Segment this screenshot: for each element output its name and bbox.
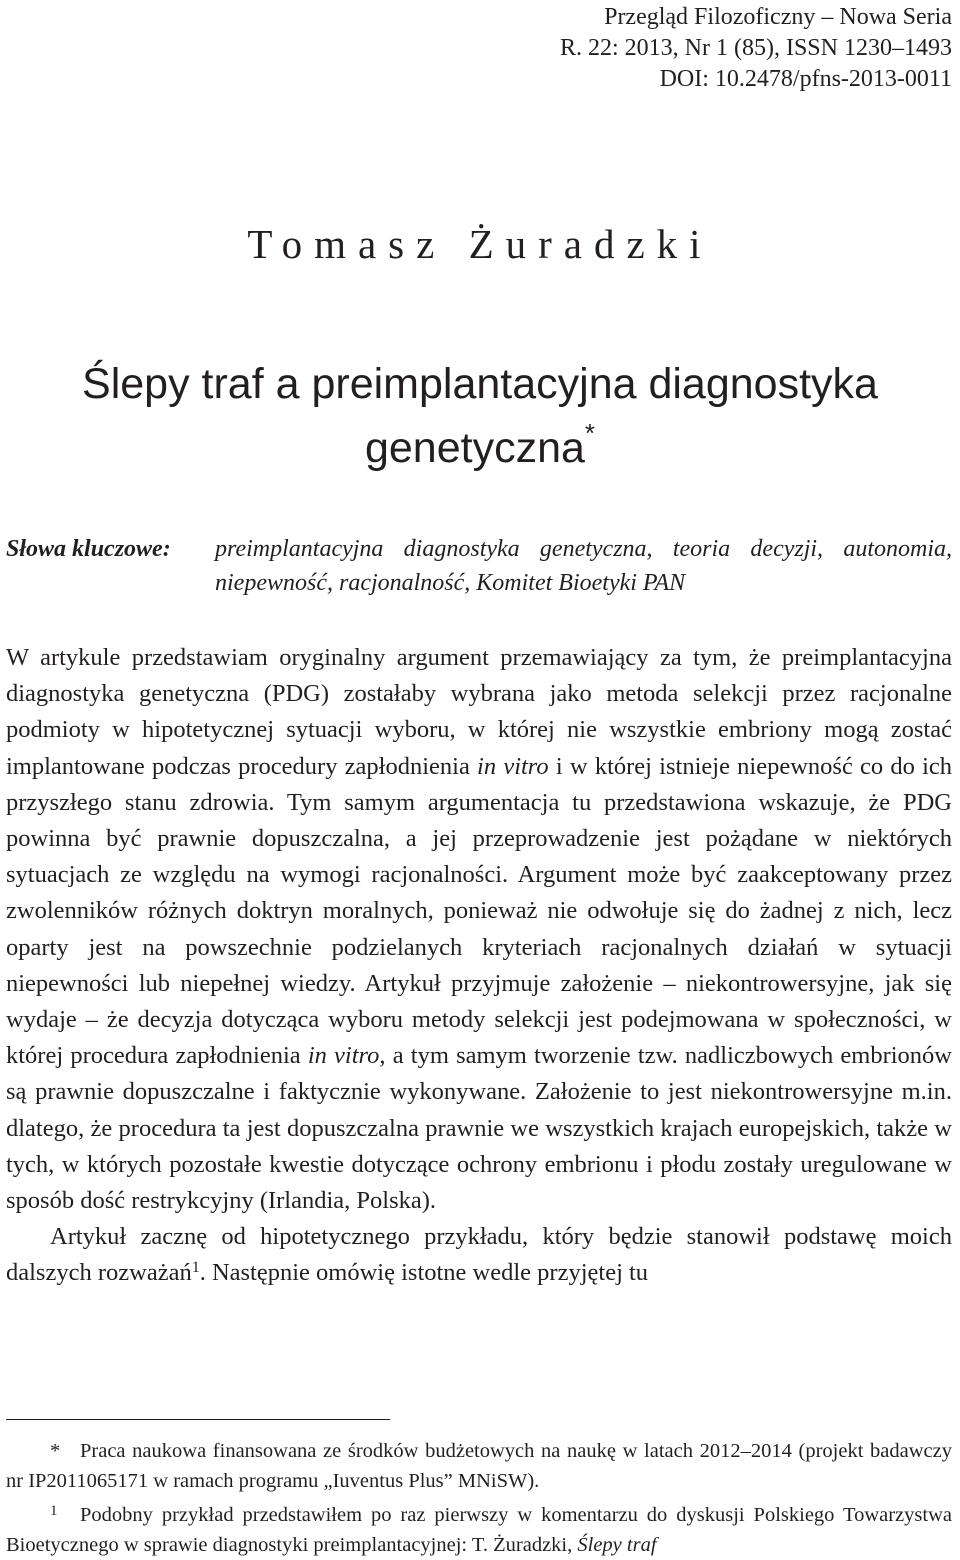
article-body [6, 640, 952, 1292]
keywords-label: Słowa kluczowe: [6, 536, 171, 562]
title-line-1: Ślepy traf a preimplantacyjna diagnostyka [82, 360, 878, 408]
title-footnote-mark: * [584, 418, 596, 448]
paragraph-1-text-c: , a tym samym tworzenie tzw. nadliczbowych embrionów są prawnie dopuszczalne i faktycznie wykonywane. Założenie to jest niekontrowersyjne m.in. dlatego, że procedura ta jest dopuszczalna prawnie we wszystkich krajach europejskich, także w tych, w których pozostałe kwestie dotyczące ochrony embrionu i płodu zostały uregulowane w sposób dość restrykcyjny (Irlandia, Polska). [6, 1042, 952, 1215]
keywords [6, 532, 952, 600]
footnote-star-text: Praca naukowa finansowana ze środków budżetowych na naukę w latach 2012–2014 (projekt badawczy nr IP2011065171 w ramach programu „Iuventus Plus” MNiSW). [6, 1440, 952, 1492]
keywords-text: preimplantacyjna diagnostyka genetyczna, teoria decyzji, autonomia, niepewność, racjonalność, Komitet Bioetyki PAN [215, 536, 952, 596]
footnote-star [6, 1436, 952, 1496]
footnote-1-text: Podobny przykład przedstawiłem po raz pierwszy w komentarzu do dyskusji Polskiego Towarzystwa Bioetycznego w sprawie diagnostyki preimplantacyjnej: T. Żuradzki, [6, 1504, 952, 1556]
title-line-2-text: genetyczna [364, 424, 585, 472]
footnote-1-italic: Ślepy traf [577, 1534, 657, 1556]
italic-in-vitro-2: in vitro [307, 1042, 380, 1070]
paragraph-1-text-a: W artykule przedstawiam oryginalny argument przemawiający za tym, że preimplantacyjna diagnostyka genetyczna (PDG) zostałaby wybrana jako metoda selekcji przez racjonalne podmioty w hipotetycznej sytuacji wyboru, w której nie wszystkie embriony mogą zostać implantowane podczas procedury zapłodnienia [6, 644, 952, 780]
paragraph-1-text-b: i w której istnieje niepewność co do ich przyszłego stanu zdrowia. Tym samym argumentacja tu przedstawiona wskazuje, że PDG powinna być prawnie dopuszczalna, a jej przeprowadzenie jest pożądane w niektórych sytuacjach ze względu na wymogi racjonalności. Argument może być zaakceptowany przez zwolenników różnych doktryn moralnych, ponieważ nie odwołuje się do żadnej z nich, lecz oparty jest na powszechnie podzielanych kryteriach racjonalnych działań w sytuacji niepewności lub niepełnej wiedzy. Artykuł przyjmuje założenie – niekontrowersyjne, jak się wydaje – że decyzja dotycząca wyboru metody selekcji jest podejmowana w społeczności, w której procedura zapłodnienia [6, 752, 953, 1070]
footnote-ref-1[interactable]: 1 [191, 1259, 200, 1277]
paragraph-2-text-b: . Następnie omówię istotne wedle przyjętej tu [199, 1259, 649, 1287]
footnote-star-mark: * [50, 1440, 61, 1462]
footnote-1 [6, 1496, 952, 1560]
journal-issue: R. 22: 2013, Nr 1 (85), ISSN 1230–1493 [559, 35, 952, 61]
italic-in-vitro-1: in vitro [477, 752, 549, 780]
footnote-1-mark [50, 1496, 80, 1530]
paragraph-2 [6, 1219, 952, 1291]
journal-header [560, 2, 952, 95]
footnotes [6, 1436, 952, 1560]
paragraph-1 [6, 640, 952, 1219]
journal-name: Przegląd Filozoficzny – Nowa Seria [604, 4, 952, 30]
title-line-2 [0, 416, 960, 480]
author-name: Tomasz Żuradzki [247, 221, 713, 267]
footnote-divider [6, 1419, 390, 1420]
footnote-1-number: 1 [50, 1503, 58, 1519]
paragraph-2-text-a: Artykuł zacznę od hipotetycznego przykładu, który będzie stanowił podstawę moich dalszych rozważań [6, 1223, 952, 1287]
doi: DOI: 10.2478/pfns-2013-0011 [659, 66, 952, 92]
article-title [0, 352, 960, 480]
